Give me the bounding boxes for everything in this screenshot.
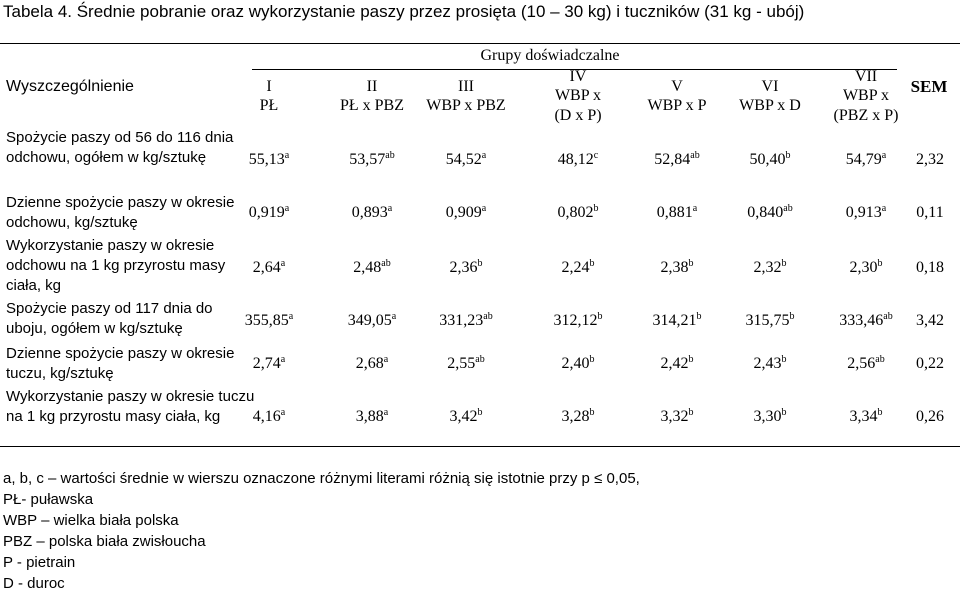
cell-value: 3,28	[561, 408, 590, 425]
table-cell	[523, 203, 633, 223]
cell-value: 4,16	[252, 408, 281, 425]
column-header-5-line1: V	[671, 78, 683, 95]
column-header-4-line2: WBP x	[554, 87, 602, 104]
table-cell	[715, 258, 825, 278]
table-cell	[214, 150, 324, 170]
cell-value: 54,79	[845, 151, 882, 168]
cell-value: 48,12	[557, 151, 594, 168]
cell-value: 54,52	[445, 151, 482, 168]
sem-cell: 0,18	[916, 259, 944, 276]
cell-value: 3,88	[355, 408, 384, 425]
cell-significance-letter: a	[280, 407, 286, 418]
column-header-1-line2: PŁ	[259, 97, 279, 114]
cell-value: 2,48	[353, 259, 382, 276]
cell-significance-letter: b	[781, 258, 787, 269]
cell-value: 3,42	[449, 408, 478, 425]
cell-significance-letter: a	[383, 407, 389, 418]
cell-value: 331,23	[439, 312, 484, 329]
cell-significance-letter: a	[383, 354, 389, 365]
cell-value: 50,40	[749, 151, 786, 168]
row-label: Wykorzystanie paszy w okresie tuczu na 1 kg przyrostu masy ciała, kg	[6, 388, 255, 425]
cell-value: 2,24	[561, 259, 590, 276]
cell-significance-letter: a	[280, 258, 286, 269]
cell-significance-letter: a	[481, 150, 487, 161]
row-label: Spożycie paszy od 117 dnia do uboju, ogółem w kg/sztukę	[6, 300, 213, 337]
table-cell	[715, 150, 825, 170]
table-bottom-rule	[0, 446, 960, 447]
cell-significance-letter: ab	[690, 150, 700, 161]
table-cell	[411, 203, 521, 223]
cell-significance-letter: b	[688, 407, 694, 418]
cell-significance-letter: a	[284, 150, 290, 161]
table-cell	[411, 311, 521, 331]
cell-value: 349,05	[347, 312, 392, 329]
cell-significance-letter: ab	[475, 354, 485, 365]
cell-significance-letter: b	[589, 258, 595, 269]
table-cell	[523, 354, 633, 374]
cell-value: 3,32	[660, 408, 689, 425]
sem-cell: 0,22	[916, 355, 944, 372]
cell-value: 53,57	[349, 151, 386, 168]
cell-value: 0,913	[845, 204, 882, 221]
cell-significance-letter: b	[785, 150, 791, 161]
cell-significance-letter: b	[688, 258, 694, 269]
table-cell	[715, 203, 825, 223]
cell-significance-letter: ab	[783, 203, 793, 214]
row-label: Spożycie paszy od 56 do 116 dnia odchowu, ogółem w kg/sztukę	[6, 129, 234, 166]
footnote-line: a, b, c – wartości średnie w wierszu oznaczone różnymi literami różnią się istotnie przy p ≤ 0,05,	[3, 470, 640, 487]
column-header-2-line1: II	[366, 78, 378, 95]
cell-significance-letter: ab	[381, 258, 391, 269]
footnote-line: WBP – wielka biała polska	[3, 512, 179, 529]
cell-significance-letter: a	[280, 354, 286, 365]
sem-cell: 2,32	[916, 151, 944, 168]
table-cell	[411, 258, 521, 278]
cell-significance-letter: a	[481, 203, 487, 214]
cell-value: 2,38	[660, 259, 689, 276]
column-header-7-line1: VII	[854, 68, 878, 85]
cell-significance-letter: ab	[875, 354, 885, 365]
cell-significance-letter: b	[781, 354, 787, 365]
cell-significance-letter: b	[589, 407, 595, 418]
column-header-4-line3: (D x P)	[554, 107, 602, 124]
column-header-7-line3: (PBZ x P)	[833, 107, 899, 124]
cell-value: 2,42	[660, 355, 689, 372]
cell-value: 2,64	[252, 259, 281, 276]
cell-value: 3,30	[753, 408, 782, 425]
cell-value: 314,21	[652, 312, 697, 329]
cell-significance-letter: a	[288, 311, 294, 322]
cell-value: 0,840	[747, 204, 784, 221]
cell-value: 312,12	[553, 312, 598, 329]
table-cell	[411, 354, 521, 374]
cell-significance-letter: b	[696, 311, 702, 322]
cell-value: 0,893	[351, 204, 388, 221]
cell-value: 2,74	[252, 355, 281, 372]
cell-significance-letter: a	[387, 203, 393, 214]
cell-significance-letter: a	[881, 150, 887, 161]
column-header-5-line2: WBP x P	[647, 97, 707, 114]
table-cell	[715, 354, 825, 374]
table-cell	[411, 150, 521, 170]
group-header: Grupy doświadczalne	[480, 47, 620, 64]
table-cell	[715, 311, 825, 331]
cell-value: 2,32	[753, 259, 782, 276]
column-header-2-line2: PŁ x PBZ	[339, 97, 404, 114]
cell-value: 2,43	[753, 355, 782, 372]
row-label-header: Wyszczególnienie	[6, 78, 134, 95]
table-cell	[214, 203, 324, 223]
row-label: Dzienne spożycie paszy w okresie tuczu, kg/sztukę	[6, 345, 235, 382]
column-header-3-line2: WBP x PBZ	[426, 97, 506, 114]
table-cell	[523, 407, 633, 427]
column-header-4-line1: IV	[569, 68, 587, 85]
cell-significance-letter: a	[881, 203, 887, 214]
column-header-7-line2: WBP x	[842, 87, 890, 104]
table-cell	[523, 258, 633, 278]
cell-value: 333,46	[839, 312, 884, 329]
table-title: Tabela 4. Średnie pobranie oraz wykorzystanie paszy przez prosięta (10 – 30 kg) i tuczników (31 kg - ubój)	[3, 2, 805, 21]
cell-value: 315,75	[745, 312, 790, 329]
cell-significance-letter: b	[789, 311, 795, 322]
cell-significance-letter: ab	[483, 311, 493, 322]
cell-value: 2,68	[355, 355, 384, 372]
sem-header: SEM	[910, 77, 948, 96]
cell-significance-letter: b	[597, 311, 603, 322]
sem-cell: 0,11	[916, 204, 944, 221]
cell-significance-letter: ab	[883, 311, 893, 322]
cell-value: 3,34	[849, 408, 878, 425]
cell-value: 55,13	[248, 151, 285, 168]
cell-significance-letter: b	[781, 407, 787, 418]
cell-significance-letter: a	[284, 203, 290, 214]
row-label: Wykorzystanie paszy w okresie odchowu na 1 kg przyrostu masy ciała, kg	[6, 237, 226, 294]
cell-significance-letter: ab	[385, 150, 395, 161]
cell-significance-letter: b	[593, 203, 599, 214]
table-cell	[214, 407, 324, 427]
sem-cell: 3,42	[916, 312, 944, 329]
footnote-line: P - pietrain	[3, 554, 76, 571]
cell-significance-letter: c	[593, 150, 599, 161]
footnote-line: PŁ- puławska	[3, 491, 94, 508]
cell-value: 355,85	[244, 312, 289, 329]
table-footnotes	[3, 468, 640, 594]
table-cell	[523, 311, 633, 331]
cell-significance-letter: b	[477, 407, 483, 418]
cell-value: 2,36	[449, 259, 478, 276]
cell-value: 2,30	[849, 259, 878, 276]
footnote-line: D - duroc	[3, 575, 65, 592]
cell-value: 0,909	[445, 204, 482, 221]
cell-value: 0,919	[248, 204, 285, 221]
cell-significance-letter: b	[877, 407, 883, 418]
cell-significance-letter: b	[589, 354, 595, 365]
cell-significance-letter: b	[688, 354, 694, 365]
column-header-1-line1: I	[266, 78, 272, 95]
cell-value: 0,881	[656, 204, 693, 221]
table-cell	[214, 354, 324, 374]
table-cell	[411, 407, 521, 427]
cell-significance-letter: b	[477, 258, 483, 269]
column-header-6-line2: WBP x D	[739, 97, 801, 114]
cell-significance-letter: a	[692, 203, 698, 214]
sem-cell: 0,26	[916, 408, 944, 425]
cell-value: 2,40	[561, 355, 590, 372]
cell-value: 2,56	[847, 355, 876, 372]
column-header-3-line1: III	[458, 78, 474, 95]
column-header-6-line1: VI	[761, 78, 779, 95]
table-cell	[715, 407, 825, 427]
table-cell	[214, 311, 324, 331]
table-cell	[523, 150, 633, 170]
cell-significance-letter: b	[877, 258, 883, 269]
row-label: Dzienne spożycie paszy w okresie odchowu, kg/sztukę	[6, 194, 235, 231]
table-cell	[214, 258, 324, 278]
cell-significance-letter: a	[391, 311, 397, 322]
cell-value: 0,802	[557, 204, 594, 221]
cell-value: 2,55	[447, 355, 476, 372]
footnote-line: PBZ – polska biała zwisłoucha	[3, 533, 206, 550]
table-top-rule	[0, 43, 960, 44]
cell-value: 52,84	[654, 151, 691, 168]
